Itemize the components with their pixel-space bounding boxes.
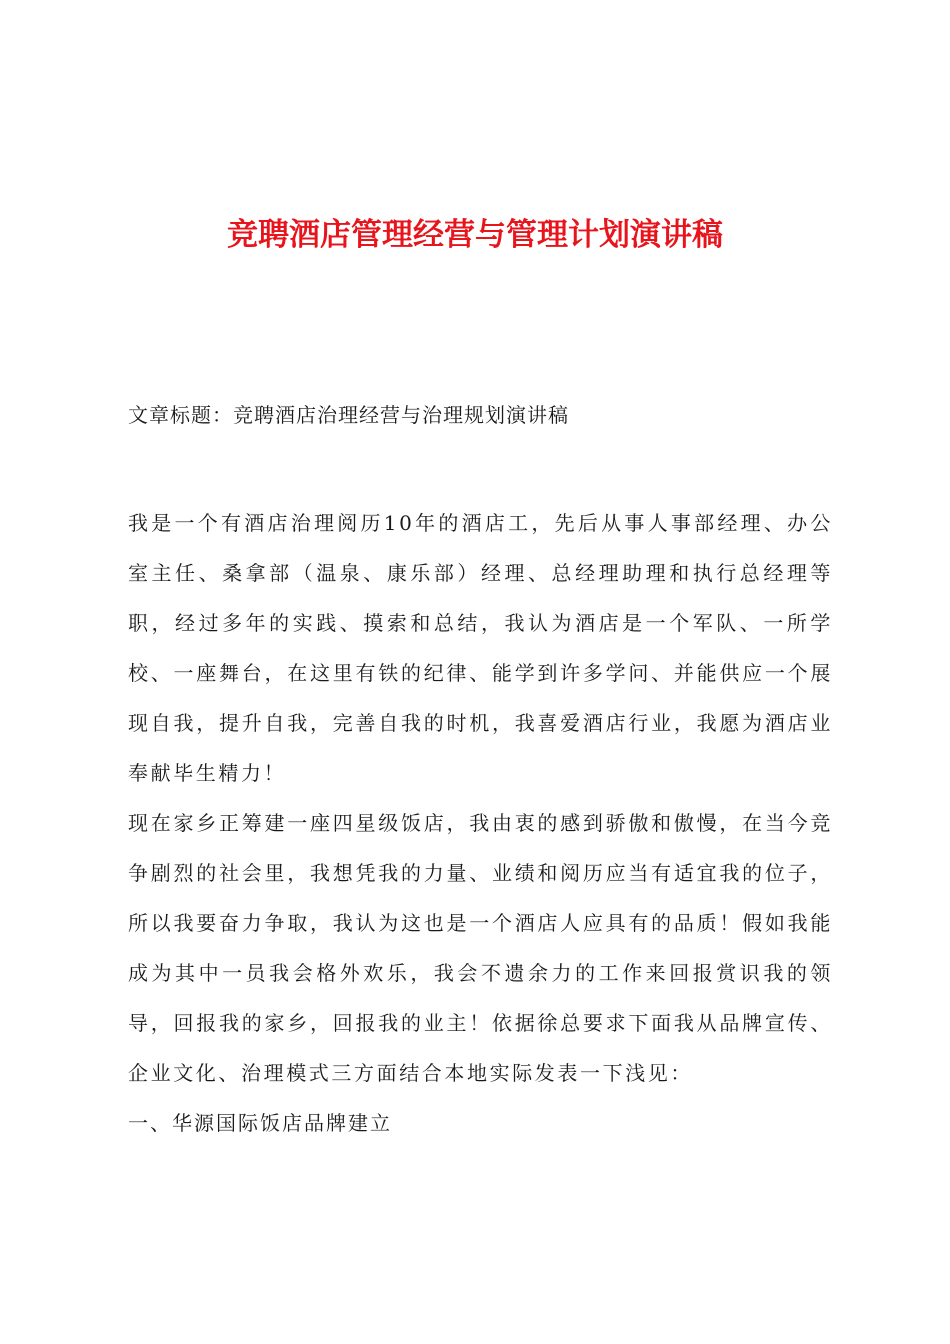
document-title: 竞聘酒店管理经营与管理计划演讲稿 (227, 217, 723, 253)
article-title-line: 文章标题：竞聘酒店治理经营与治理规划演讲稿 (128, 403, 569, 427)
section-heading: 一、华源国际饭店品牌建立 (128, 1111, 392, 1135)
document-body (128, 498, 833, 1148)
body-paragraph-2: 现在家乡正筹建一座四星级饭店，我由衷的感到骄傲和傲慢，在当今竞争剧烈的社会里，我想凭我的力量、业绩和阅历应当有适宜我的位子，所以我要奋力争取，我认为这也是一个酒店人应具有的品质！假如我能成为其中一员我会格外欢乐，我会不遗余力的工作来回报赏识我的领导，回报我的家乡，回报我的业主！依据徐总要求下面我从品牌宣传、企业文化、治理模式三方面结合本地实际发表一下浅见： (128, 811, 833, 1085)
body-paragraph-1: 我是一个有酒店治理阅历10年的酒店工，先后从事人事部经理、办公室主任、桑拿部（温泉、康乐部）经理、总经理助理和执行总经理等职，经过多年的实践、摸索和总结，我认为酒店是一个军队、一所学校、一座舞台，在这里有铁的纪律、能学到许多学问、并能供应一个展现自我，提升自我，完善自我的时机，我喜爱酒店行业，我愿为酒店业奉献毕生精力！ (128, 511, 833, 785)
